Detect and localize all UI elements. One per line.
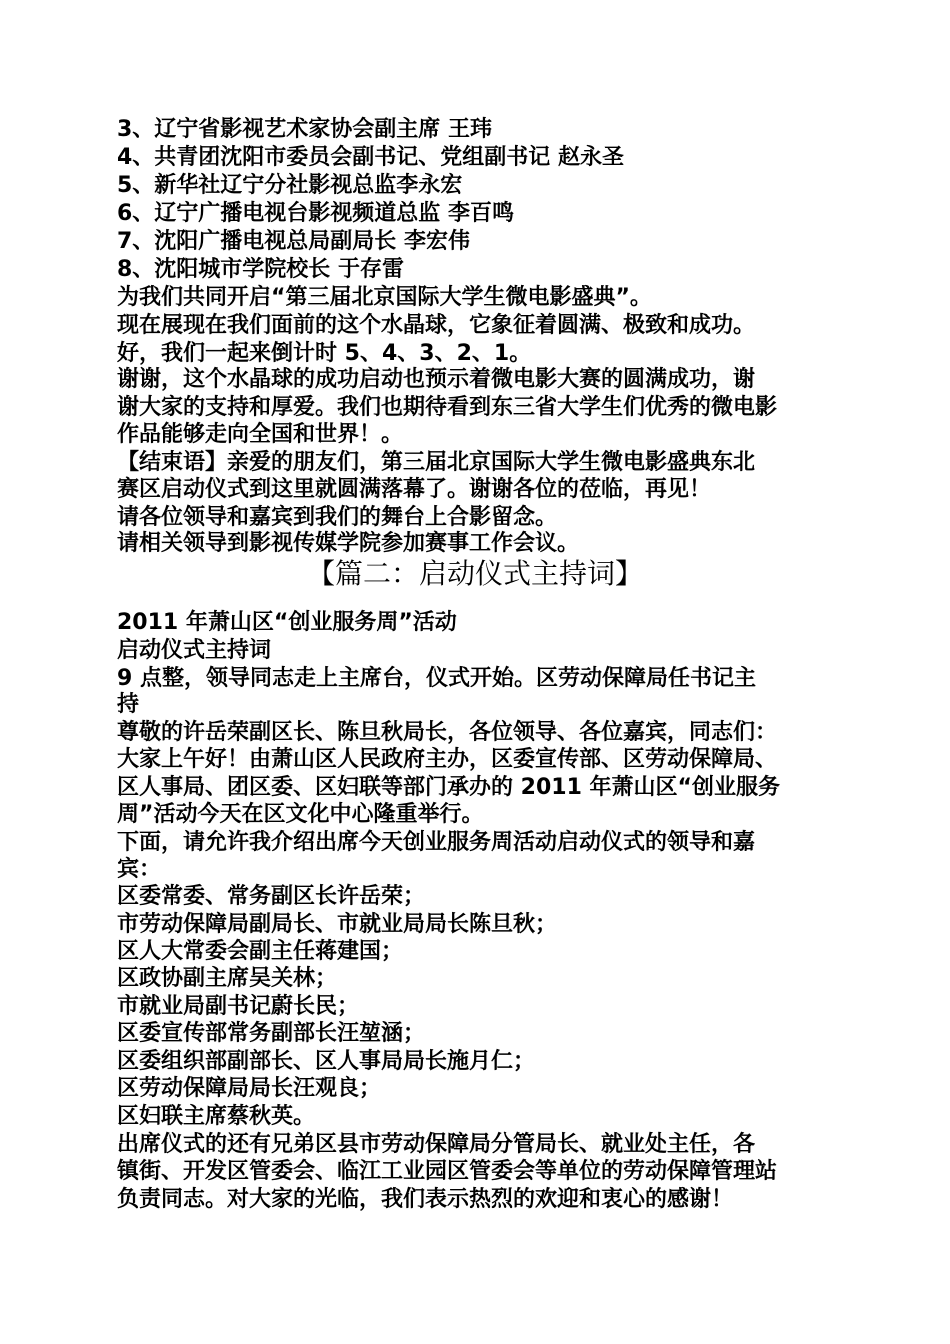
text-line: 9 点整，领导同志走上主席台，仪式开始。区劳动保障局任书记主 xyxy=(117,666,756,691)
text-line: 2011 年萧山区“创业服务周”活动 xyxy=(117,610,457,635)
section-heading: 【篇二：启动仪式主持词】 xyxy=(306,557,643,590)
text-line: 区委宣传部常务副部长汪堃涵； xyxy=(117,1021,426,1046)
text-line: 作品能够走向全国和世界！。 xyxy=(117,422,404,447)
text-line: 赛区启动仪式到这里就圆满落幕了。谢谢各位的莅临，再见！ xyxy=(117,477,712,502)
text-line: 周”活动今天在区文化中心隆重举行。 xyxy=(117,802,484,827)
text-line: 3、辽宁省影视艺术家协会副主席 王玮 xyxy=(117,117,492,142)
text-line: 负责同志。对大家的光临，我们表示热烈的欢迎和衷心的感谢！ xyxy=(117,1187,734,1212)
text-line: 谢大家的支持和厚爱。我们也期待看到东三省大学生们优秀的微电影 xyxy=(117,395,778,420)
text-line: 尊敬的许岳荣副区长、陈旦秋局长，各位领导、各位嘉宾，同志们： xyxy=(117,720,778,745)
text-line: 8、沈阳城市学院校长 于存雷 xyxy=(117,257,404,282)
text-line: 请各位领导和嘉宾到我们的舞台上合影留念。 xyxy=(117,505,558,530)
text-line: 为我们共同开启“第三届北京国际大学生微电影盛典”。 xyxy=(117,285,652,310)
text-line: 区委常委、常务副区长许岳荣； xyxy=(117,884,426,909)
text-line: 请相关领导到影视传媒学院参加赛事工作会议。 xyxy=(117,531,580,556)
text-line: 宾： xyxy=(117,857,162,882)
text-line: 持 xyxy=(117,692,140,717)
text-line: 区劳动保障局局长汪观良； xyxy=(117,1076,382,1101)
text-line: 区人事局、团区委、区妇联等部门承办的 2011 年萧山区“创业服务 xyxy=(117,775,781,800)
text-line: 区妇联主席蔡秋英。 xyxy=(117,1104,316,1129)
text-line: 大家上午好！由萧山区人民政府主办，区委宣传部、区劳动保障局、 xyxy=(117,747,778,772)
text-line: 区委组织部副部长、区人事局局长施月仁； xyxy=(117,1049,536,1074)
text-line: 下面，请允许我介绍出席今天创业服务周活动启动仪式的领导和嘉 xyxy=(117,830,756,855)
text-line: 4、共青团沈阳市委员会副书记、党组副书记 赵永圣 xyxy=(117,145,624,170)
text-line: 【结束语】亲爱的朋友们，第三届北京国际大学生微电影盛典东北 xyxy=(117,450,756,475)
text-line: 启动仪式主持词 xyxy=(117,638,272,663)
text-line: 现在展现在我们面前的这个水晶球，它象征着圆满、极致和成功。 xyxy=(117,313,756,338)
text-line: 谢谢，这个水晶球的成功启动也预示着微电影大赛的圆满成功，谢 xyxy=(117,367,756,392)
text-line: 市就业局副书记蔚长民； xyxy=(117,994,360,1019)
text-line: 好，我们一起来倒计时 5、4、3、2、1。 xyxy=(117,341,532,366)
text-line: 6、辽宁广播电视台影视频道总监 李百鸣 xyxy=(117,201,514,226)
text-line: 区政协副主席吴关林； xyxy=(117,966,338,991)
text-line: 镇街、开发区管委会、临江工业园区管委会等单位的劳动保障管理站 xyxy=(117,1159,778,1184)
text-line: 7、沈阳广播电视总局副局长 李宏伟 xyxy=(117,229,470,254)
text-line: 市劳动保障局副局长、市就业局局长陈旦秋； xyxy=(117,912,558,937)
text-line: 5、新华社辽宁分社影视总监李永宏 xyxy=(117,173,463,198)
text-line: 区人大常委会副主任蒋建国； xyxy=(117,939,404,964)
text-line: 出席仪式的还有兄弟区县市劳动保障局分管局长、就业处主任，各 xyxy=(117,1132,756,1157)
